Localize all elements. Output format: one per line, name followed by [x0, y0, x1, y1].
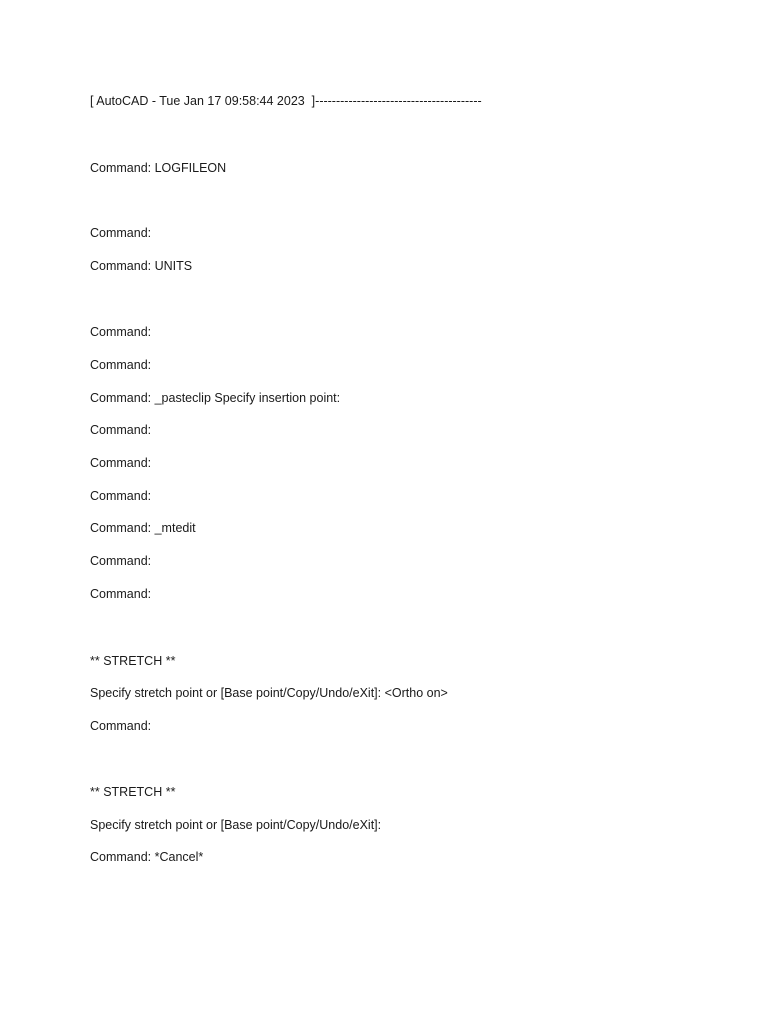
- log-header-line: [ AutoCAD - Tue Jan 17 09:58:44 2023 ]----------------------------------------: [90, 94, 482, 108]
- log-line-command: Command:: [90, 226, 152, 240]
- log-line-pasteclip: Command: _pasteclip Specify insertion point:: [90, 391, 341, 405]
- log-line-cancel: Command: *Cancel*: [90, 850, 204, 864]
- log-line-command: Command:: [90, 554, 152, 568]
- log-line-stretch-prompt: Specify stretch point or [Base point/Copy/Undo/eXit]:: [90, 818, 382, 832]
- log-line-units: Command: UNITS: [90, 259, 193, 273]
- log-line-command: Command:: [90, 719, 152, 733]
- log-line-command: Command:: [90, 489, 152, 503]
- log-line-mtedit: Command: _mtedit: [90, 521, 196, 535]
- log-line-command: Command:: [90, 456, 152, 470]
- log-line-command: Command:: [90, 587, 152, 601]
- log-line-stretch: ** STRETCH **: [90, 785, 176, 799]
- log-line-command: Command:: [90, 358, 152, 372]
- log-line-command: Command:: [90, 325, 152, 339]
- log-line-logfileon: Command: LOGFILEON: [90, 161, 227, 175]
- log-line-stretch: ** STRETCH **: [90, 654, 176, 668]
- log-line-command: Command:: [90, 423, 152, 437]
- log-line-stretch-prompt: Specify stretch point or [Base point/Copy/Undo/eXit]: <Ortho on>: [90, 686, 448, 700]
